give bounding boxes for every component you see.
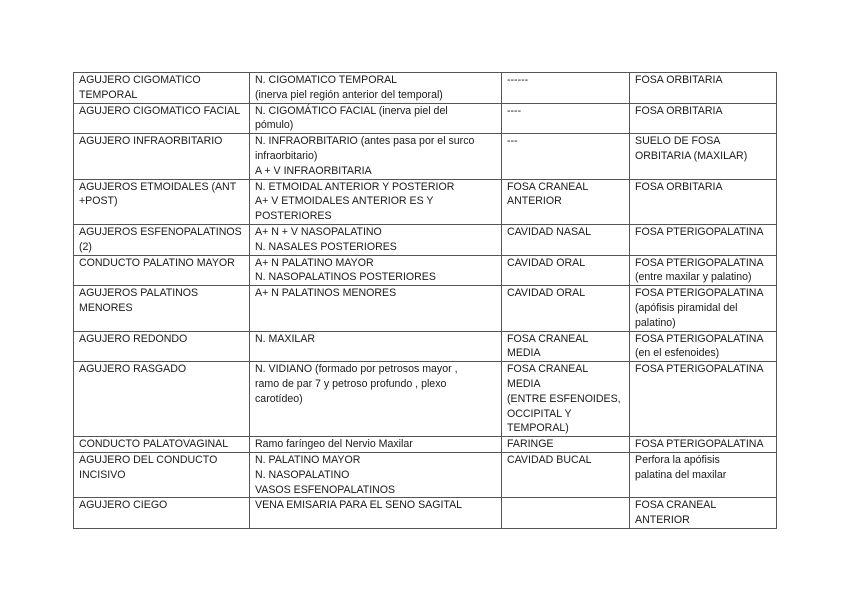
cell-text-line: AGUJERO RASGADO — [79, 363, 187, 376]
cell-text-line: VASOS ESFENOPALATINOS — [255, 483, 396, 496]
table-row — [74, 255, 777, 286]
table-row — [74, 179, 777, 224]
cell-text-line: FOSA CRANEAL — [507, 332, 589, 345]
communication-cell — [502, 103, 630, 134]
cell-text-line: AGUJEROS ESFENOPALATINOS — [79, 225, 242, 238]
cell-text-line: ANTERIOR — [507, 195, 562, 208]
communication-cell — [502, 134, 630, 179]
table-row — [74, 331, 777, 362]
content-cell — [250, 362, 502, 437]
cell-text-line: MENORES — [79, 301, 133, 314]
communication-cell — [502, 255, 630, 286]
cell-text-line: A+ N + V NASOPALATINO — [255, 225, 382, 238]
communication-cell — [502, 73, 630, 104]
table-row — [74, 224, 777, 255]
cell-text-line: FOSA PTERIGOPALATINA — [635, 256, 764, 269]
cell-text-line: AGUJERO CIGOMATICO FACIAL — [79, 104, 241, 117]
cell-text-line: infraorbitario) — [255, 149, 318, 162]
cell-text-line: FOSA ORBITARIA — [635, 74, 723, 86]
cell-text-line: (ENTRE ESFENOIDES, — [507, 392, 621, 405]
cell-text-line: pómulo) — [255, 119, 294, 132]
table-row — [74, 437, 777, 453]
cell-text-line: AGUJERO REDONDO — [79, 332, 188, 345]
cell-text-line: N. INFRAORBITARIO (antes pasa por el surco — [255, 135, 475, 148]
foramen-name-cell — [74, 255, 250, 286]
cell-text-line: ORBITARIA (MAXILAR) — [635, 149, 748, 162]
content-cell — [250, 255, 502, 286]
location-cell — [630, 255, 777, 286]
cell-text-line: N. CIGOMATICO TEMPORAL — [255, 74, 398, 86]
cell-text-line: AGUJERO DEL CONDUCTO — [79, 453, 218, 466]
cell-text-line: A + V INFRAORBITARIA — [255, 164, 372, 177]
content-cell — [250, 437, 502, 453]
location-cell — [630, 179, 777, 224]
foramen-name-cell — [74, 224, 250, 255]
cell-text-line: FOSA ORBITARIA — [635, 104, 723, 117]
communication-cell — [502, 452, 630, 497]
cell-text-line: N. NASALES POSTERIORES — [255, 240, 397, 253]
location-cell — [630, 362, 777, 437]
content-cell — [250, 224, 502, 255]
cell-text-line: N. NASOPALATINOS POSTERIORES — [255, 271, 436, 284]
cell-text-line: POSTERIORES — [255, 210, 332, 223]
cell-text-line: INCISIVO — [79, 468, 126, 481]
cell-text-line: OCCIPITAL Y — [507, 407, 572, 420]
foramen-name-cell — [74, 134, 250, 179]
cell-text-line: AGUJERO CIGOMATICO — [79, 74, 201, 86]
cell-text-line: FOSA PTERIGOPALATINA — [635, 287, 764, 300]
table-row — [74, 286, 777, 331]
foramen-name-cell — [74, 437, 250, 453]
communication-cell — [502, 179, 630, 224]
table-body — [74, 73, 777, 529]
cell-text-line: ------ — [507, 74, 529, 86]
table-row — [74, 103, 777, 134]
location-cell — [630, 224, 777, 255]
cell-text-line: FOSA CRANEAL — [507, 363, 589, 376]
cell-text-line: ANTERIOR — [635, 514, 690, 527]
cell-text-line: VENA EMISARIA PARA EL SENO SAGITAL — [255, 499, 463, 512]
cell-text-line: N. MAXILAR — [255, 332, 316, 345]
content-cell — [250, 498, 502, 529]
foramen-name-cell — [74, 452, 250, 497]
cell-text-line: palatino) — [635, 316, 676, 329]
communication-cell — [502, 437, 630, 453]
cell-text-line — [507, 498, 625, 513]
cell-text-line: Ramo faríngeo del Nervio Maxilar — [255, 438, 413, 451]
cell-text-line: FOSA CRANEAL — [635, 499, 717, 512]
cell-text-line: (entre maxilar y palatino) — [635, 271, 752, 284]
cell-text-line: A+ N PALATINOS MENORES — [255, 287, 397, 300]
foramina-table — [73, 72, 777, 529]
foramen-name-cell — [74, 286, 250, 331]
location-cell — [630, 134, 777, 179]
cell-text-line: N. VIDIANO (formado por petrosos mayor , — [255, 363, 458, 376]
cell-text-line: (inerva piel región anterior del temporal) — [255, 88, 443, 101]
communication-cell — [502, 224, 630, 255]
location-cell — [630, 103, 777, 134]
cell-text-line: CONDUCTO PALATOVAGINAL — [79, 438, 229, 451]
communication-cell — [502, 498, 630, 529]
foramen-name-cell — [74, 498, 250, 529]
cell-text-line: +POST) — [79, 195, 118, 208]
cell-text-line: CONDUCTO PALATINO MAYOR — [79, 256, 235, 269]
cell-text-line: FOSA CRANEAL — [507, 180, 589, 193]
content-cell — [250, 331, 502, 362]
table-row — [74, 73, 777, 104]
location-cell — [630, 452, 777, 497]
table-row — [74, 134, 777, 179]
foramen-name-cell — [74, 73, 250, 104]
cell-text-line: TEMPORAL — [79, 88, 138, 101]
foramen-name-cell — [74, 331, 250, 362]
cell-text-line: (apófisis piramidal del — [635, 301, 738, 314]
communication-cell — [502, 286, 630, 331]
foramen-name-cell — [74, 179, 250, 224]
cell-text-line: --- — [507, 135, 518, 148]
cell-text-line: ramo de par 7 y petroso profundo , plexo — [255, 377, 447, 390]
cell-text-line: N. ETMOIDAL ANTERIOR Y POSTERIOR — [255, 180, 455, 193]
cell-text-line: palatina del maxilar — [635, 468, 727, 481]
communication-cell — [502, 331, 630, 362]
content-cell — [250, 73, 502, 104]
cell-text-line: MEDIA — [507, 377, 541, 390]
cell-text-line: carotídeo) — [255, 392, 303, 405]
cell-text-line: AGUJEROS ETMOIDALES (ANT — [79, 180, 237, 193]
cell-text-line: TEMPORAL) — [507, 422, 569, 435]
cell-text-line: Perfora la apófisis — [635, 453, 720, 466]
cell-text-line: N. CIGOMÁTICO FACIAL (inerva piel del — [255, 104, 448, 117]
content-cell — [250, 134, 502, 179]
cell-text-line: FOSA ORBITARIA — [635, 180, 723, 193]
table-row — [74, 498, 777, 529]
cell-text-line: (2) — [79, 240, 92, 253]
table-row — [74, 452, 777, 497]
foramen-name-cell — [74, 103, 250, 134]
location-cell — [630, 437, 777, 453]
content-cell — [250, 452, 502, 497]
cell-text-line: MEDIA — [507, 347, 541, 360]
location-cell — [630, 286, 777, 331]
cell-text-line: FOSA PTERIGOPALATINA — [635, 225, 764, 238]
content-cell — [250, 103, 502, 134]
cell-text-line: CAVIDAD NASAL — [507, 225, 591, 238]
cell-text-line: AGUJERO INFRAORBITARIO — [79, 135, 223, 148]
cell-text-line: AGUJERO CIEGO — [79, 499, 168, 512]
cell-text-line: (en el esfenoides) — [635, 347, 720, 360]
cell-text-line: SUELO DE FOSA — [635, 135, 721, 148]
cell-text-line: FOSA PTERIGOPALATINA — [635, 438, 764, 451]
cell-text-line: N. PALATINO MAYOR — [255, 453, 361, 466]
cell-text-line: FOSA PTERIGOPALATINA — [635, 332, 764, 345]
cell-text-line: ---- — [507, 104, 522, 117]
location-cell — [630, 498, 777, 529]
cell-text-line: A+ V ETMOIDALES ANTERIOR ES Y — [255, 195, 434, 208]
cell-text-line: CAVIDAD ORAL — [507, 287, 586, 300]
cell-text-line: FOSA PTERIGOPALATINA — [635, 363, 764, 376]
location-cell — [630, 331, 777, 362]
cell-text-line: N. NASOPALATINO — [255, 468, 350, 481]
cell-text-line: CAVIDAD BUCAL — [507, 453, 592, 466]
content-cell — [250, 179, 502, 224]
location-cell — [630, 73, 777, 104]
table-row — [74, 362, 777, 437]
cell-text-line: FARINGE — [507, 438, 554, 451]
content-cell — [250, 286, 502, 331]
cell-text-line: AGUJEROS PALATINOS — [79, 287, 199, 300]
foramen-name-cell — [74, 362, 250, 437]
communication-cell — [502, 362, 630, 437]
cell-text-line: CAVIDAD ORAL — [507, 256, 586, 269]
cell-text-line: A+ N PALATINO MAYOR — [255, 256, 374, 269]
